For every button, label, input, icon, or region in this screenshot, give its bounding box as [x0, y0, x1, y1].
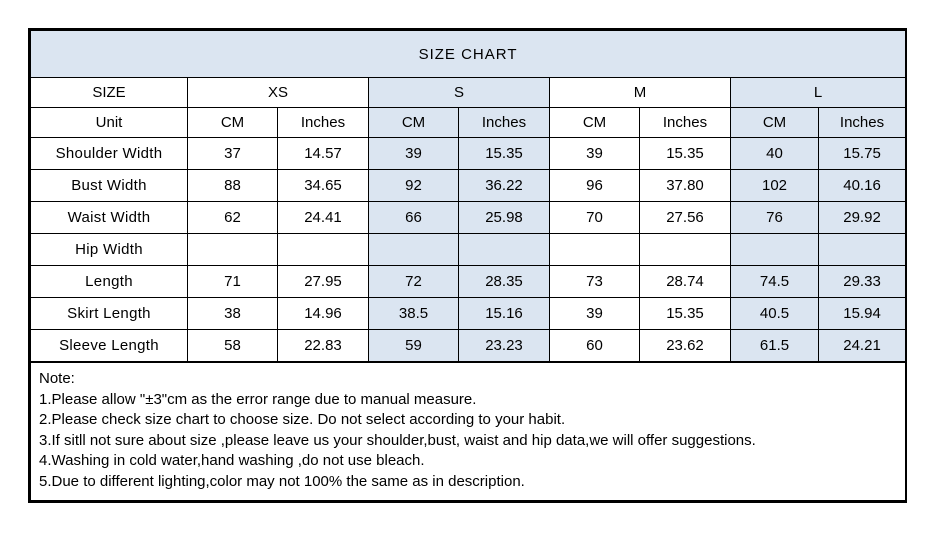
header-unit-label: Unit: [31, 108, 188, 138]
cell-value: 76: [731, 202, 819, 234]
cell-value: 15.35: [459, 138, 550, 170]
header-unit-l-cm: CM: [731, 108, 819, 138]
cell-value: 38.5: [369, 298, 459, 330]
table-row: [31, 138, 906, 170]
header-unit-xs-cm: CM: [188, 108, 278, 138]
table-row-notes: [31, 362, 906, 501]
header-size-m: M: [550, 78, 731, 108]
row-label: Sleeve Length: [31, 330, 188, 363]
table-row: [31, 170, 906, 202]
table-row-unit-header: [31, 108, 906, 138]
header-size-l: L: [731, 78, 906, 108]
page-title: SIZE CHART: [31, 31, 906, 78]
header-unit-xs-inches: Inches: [278, 108, 369, 138]
cell-value: 24.21: [819, 330, 906, 363]
cell-value: [369, 234, 459, 266]
row-label: Skirt Length: [31, 298, 188, 330]
table-row-size-header: [31, 78, 906, 108]
cell-value: 96: [550, 170, 640, 202]
cell-value: 102: [731, 170, 819, 202]
header-unit-s-inches: Inches: [459, 108, 550, 138]
header-unit-m-inches: Inches: [640, 108, 731, 138]
cell-value: 66: [369, 202, 459, 234]
cell-value: 15.94: [819, 298, 906, 330]
note-line: Note:: [39, 370, 75, 387]
cell-value: 58: [188, 330, 278, 363]
cell-value: [819, 234, 906, 266]
row-label: Hip Width: [31, 234, 188, 266]
note-line: 2.Please check size chart to choose size. Do not select according to your habit.: [39, 411, 566, 428]
row-label: Shoulder Width: [31, 138, 188, 170]
cell-value: 27.95: [278, 266, 369, 298]
table-row: [31, 330, 906, 363]
cell-value: 37.80: [640, 170, 731, 202]
cell-value: 40.16: [819, 170, 906, 202]
row-label: Length: [31, 266, 188, 298]
table-row: [31, 234, 906, 266]
cell-value: 39: [550, 298, 640, 330]
cell-value: 39: [550, 138, 640, 170]
cell-value: 27.56: [640, 202, 731, 234]
cell-value: 14.57: [278, 138, 369, 170]
cell-value: [640, 234, 731, 266]
cell-value: 74.5: [731, 266, 819, 298]
cell-value: 36.22: [459, 170, 550, 202]
cell-value: 14.96: [278, 298, 369, 330]
size-chart-container: [28, 28, 907, 503]
row-label: Waist Width: [31, 202, 188, 234]
cell-value: [731, 234, 819, 266]
table-row: [31, 266, 906, 298]
table-row: [31, 202, 906, 234]
note-line: 1.Please allow "±3"cm as the error range due to manual measure.: [39, 390, 477, 408]
cell-value: 71: [188, 266, 278, 298]
cell-value: 24.41: [278, 202, 369, 234]
cell-value: 25.98: [459, 202, 550, 234]
note-line: 4.Washing in cold water,hand washing ,do not use bleach.: [39, 452, 425, 469]
header-size-xs: XS: [188, 78, 369, 108]
cell-value: [278, 234, 369, 266]
cell-value: 40: [731, 138, 819, 170]
cell-value: 73: [550, 266, 640, 298]
cell-value: 62: [188, 202, 278, 234]
note-line: 3.If sitll not sure about size ,please leave us your shoulder,bust, waist and hip data,we will offer suggestions.: [39, 431, 756, 449]
table-row-title: [31, 31, 906, 78]
header-unit-l-inches: Inches: [819, 108, 906, 138]
cell-value: 39: [369, 138, 459, 170]
cell-value: 23.23: [459, 330, 550, 363]
cell-value: 15.35: [640, 298, 731, 330]
header-unit-s-cm: CM: [369, 108, 459, 138]
cell-value: 22.83: [278, 330, 369, 363]
cell-value: 15.35: [640, 138, 731, 170]
cell-value: [459, 234, 550, 266]
cell-value: [550, 234, 640, 266]
row-label: Bust Width: [31, 170, 188, 202]
cell-value: 72: [369, 266, 459, 298]
cell-value: 59: [369, 330, 459, 363]
cell-value: 88: [188, 170, 278, 202]
cell-value: 38: [188, 298, 278, 330]
cell-value: 61.5: [731, 330, 819, 363]
header-size-s: S: [369, 78, 550, 108]
cell-value: 40.5: [731, 298, 819, 330]
cell-value: 34.65: [278, 170, 369, 202]
cell-value: 23.62: [640, 330, 731, 363]
cell-value: 92: [369, 170, 459, 202]
cell-value: 37: [188, 138, 278, 170]
table-row: [31, 298, 906, 330]
cell-value: 70: [550, 202, 640, 234]
notes-section: [31, 362, 906, 501]
cell-value: 15.75: [819, 138, 906, 170]
cell-value: 29.92: [819, 202, 906, 234]
header-unit-m-cm: CM: [550, 108, 640, 138]
note-line: 5.Due to different lighting,color may not 100% the same as in description.: [39, 472, 525, 490]
cell-value: 28.74: [640, 266, 731, 298]
cell-value: 15.16: [459, 298, 550, 330]
cell-value: 60: [550, 330, 640, 363]
cell-value: [188, 234, 278, 266]
cell-value: 29.33: [819, 266, 906, 298]
cell-value: 28.35: [459, 266, 550, 298]
size-chart-table: [30, 30, 906, 501]
header-size-label: SIZE: [31, 78, 188, 108]
